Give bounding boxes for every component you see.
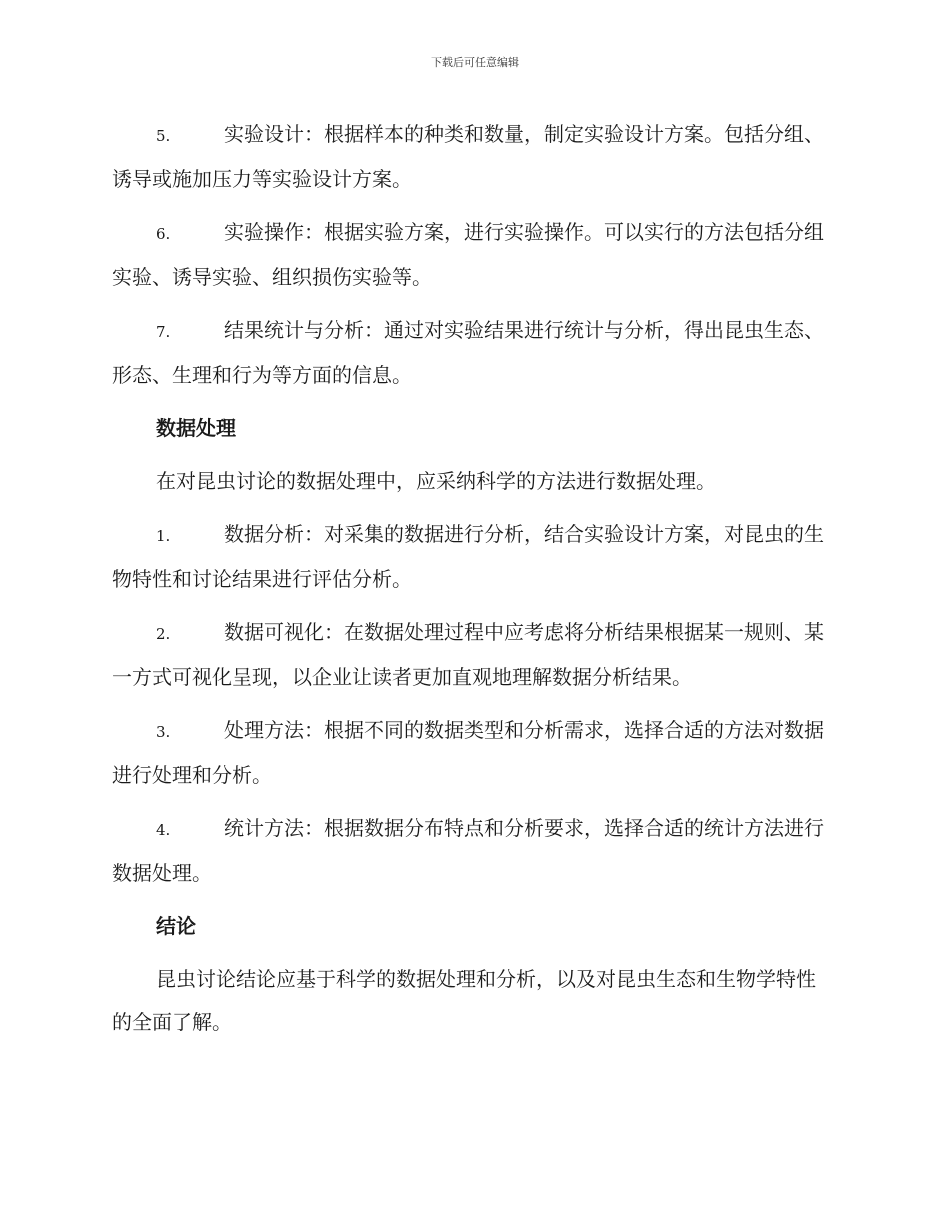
list-text: 实验操作：根据实验方案，进行实验操作。可以实行的方法包括分组实验、诱导实验、组织损伤实验等。 — [112, 220, 824, 289]
list-number: 4. — [156, 821, 171, 839]
list-item — [112, 113, 834, 201]
list-text: 数据分析：对采集的数据进行分析，结合实验设计方案，对昆虫的生物特性和讨论结果进行评估分析。 — [112, 522, 824, 591]
list-item — [112, 611, 834, 699]
conclusion-text: 昆虫讨论结论应基于科学的数据处理和分析，以及对昆虫生态和生物学特性的全面了解。 — [112, 967, 816, 1034]
list-number: 7. — [156, 323, 171, 341]
list-number: 1. — [156, 527, 171, 545]
section-heading-conclusion: 结论 — [156, 914, 196, 938]
document-body — [112, 113, 834, 1054]
section-heading-data: 数据处理 — [156, 416, 236, 440]
list-item — [112, 513, 834, 601]
list-item — [112, 211, 834, 299]
header-note: 下载后可任意编辑 — [431, 56, 519, 69]
list-text: 统计方法：根据数据分布特点和分析要求，选择合适的统计方法进行数据处理。 — [112, 816, 824, 885]
list-text: 结果统计与分析：通过对实验结果进行统计与分析，得出昆虫生态、形态、生理和行为等方面的信息。 — [112, 318, 824, 387]
section-intro: 在对昆虫讨论的数据处理中，应采纳科学的方法进行数据处理。 — [156, 469, 716, 493]
list-number: 5. — [156, 127, 171, 145]
list-number: 2. — [156, 625, 171, 643]
list-text: 处理方法：根据不同的数据类型和分析需求，选择合适的方法对数据进行处理和分析。 — [112, 718, 824, 787]
list-item — [112, 309, 834, 397]
list-number: 3. — [156, 723, 171, 741]
list-text: 实验设计：根据样本的种类和数量，制定实验设计方案。包括分组、诱导或施加压力等实验设计方案。 — [112, 122, 824, 191]
list-text: 数据可视化：在数据处理过程中应考虑将分析结果根据某一规则、某一方式可视化呈现，以企业让读者更加直观地理解数据分析结果。 — [112, 620, 824, 689]
list-item — [112, 709, 834, 797]
list-number: 6. — [156, 225, 171, 243]
list-item — [112, 807, 834, 895]
